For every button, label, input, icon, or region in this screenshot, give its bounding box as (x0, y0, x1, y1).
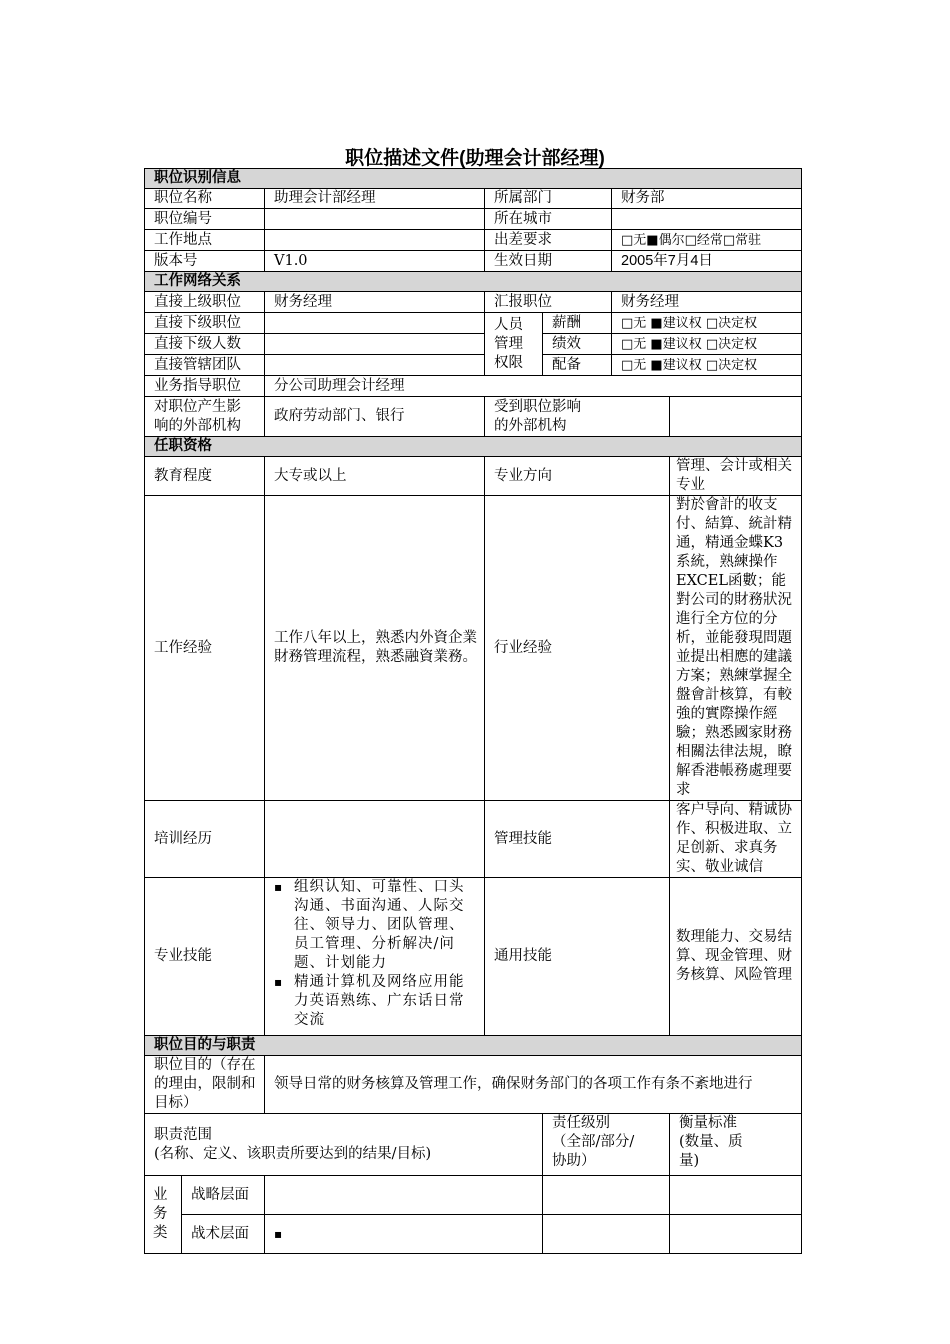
column-header-line: 协助） (552, 1153, 596, 1169)
field-value (670, 1176, 802, 1215)
column-header-line: （全部/部分/ (552, 1134, 635, 1150)
section-header-row (145, 169, 802, 189)
field-label: 版本号 (145, 251, 265, 272)
table-row (145, 334, 802, 355)
field-value (612, 209, 802, 230)
section-header-row (145, 437, 802, 457)
field-value: 大专或以上 (265, 457, 485, 496)
field-label: 直接上级职位 (145, 292, 265, 313)
field-label: 培训经历 (145, 801, 265, 878)
field-value (265, 878, 485, 1036)
field-value: 客户导向、精诚协作、积极进取、立足创新、求真务实、敬业诚信 (670, 801, 802, 878)
field-value: 管理、会计或相关专业 (670, 457, 802, 496)
field-label: 行业经验 (485, 496, 670, 801)
field-label: 职位目的（存在的理由，限制和目标） (145, 1056, 265, 1114)
column-header (670, 1114, 802, 1176)
field-label-line: 响的外部机构 (154, 417, 241, 434)
field-value (543, 1176, 670, 1215)
field-label (485, 397, 670, 437)
section-header: 职位目的与职责 (145, 1036, 802, 1056)
column-header (543, 1114, 670, 1176)
field-label: 战术层面 (182, 1215, 265, 1254)
field-value: 工作八年以上，熟悉内外資企業財務管理流程，熟悉融資業務。 (265, 496, 485, 801)
field-label: 教育程度 (145, 457, 265, 496)
field-label: 通用技能 (485, 878, 670, 1036)
field-value: 政府劳动部门、银行 (265, 397, 485, 437)
table-row (145, 1176, 802, 1215)
table-row (145, 878, 802, 1036)
field-value (265, 801, 485, 878)
field-value: 2005年7月4日 (612, 251, 802, 272)
column-header-line: 职责范围 (154, 1126, 212, 1143)
page-title: 职位描述文件(助理会计部经理) (345, 148, 605, 169)
bullet-marker: ▪ (274, 1226, 283, 1241)
list-item: ▪ 精通计算机及网络应用能力英语熟练、广东话日常交流 (294, 973, 476, 1030)
bullet-list (274, 878, 476, 1030)
field-value (265, 209, 485, 230)
field-label: 专业方向 (485, 457, 670, 496)
field-value: 助理会计部经理 (265, 189, 485, 209)
field-label: 专业技能 (145, 878, 265, 1036)
section-header: 任职资格 (145, 437, 802, 457)
column-header-line: (数量、质 (679, 1134, 743, 1150)
table-row (145, 355, 802, 376)
authority-label-line: 权限 (494, 354, 523, 371)
field-label: 生效日期 (485, 251, 612, 272)
authority-label-line: 人员 (494, 316, 523, 333)
table-row (145, 397, 802, 437)
section-header-row (145, 1036, 802, 1056)
table-row (145, 230, 802, 251)
table-row (145, 1215, 802, 1254)
field-label: 直接管辖团队 (145, 355, 265, 376)
field-value (543, 1215, 670, 1254)
field-label: 所属部门 (485, 189, 612, 209)
row-group-label-line: 类 (153, 1225, 168, 1241)
field-value (265, 1215, 543, 1254)
table-row (145, 313, 802, 334)
column-header-line: (名称、定义、该职责所要达到的结果/目标) (154, 1145, 432, 1162)
field-value: 财务部 (612, 189, 802, 209)
field-value: 领导日常的财务核算及管理工作，确保财务部门的各项工作有条不紊地进行 (265, 1056, 802, 1114)
table-row (145, 189, 802, 209)
field-value: 财务经理 (265, 292, 485, 313)
row-group-label-line: 业 (153, 1187, 168, 1203)
field-label (145, 397, 265, 437)
field-value: 分公司助理会计经理 (265, 376, 802, 397)
field-label: 战略层面 (182, 1176, 265, 1215)
column-header-line: 责任级别 (552, 1115, 610, 1131)
column-header-line: 量) (679, 1153, 700, 1169)
authority-label (485, 313, 543, 376)
table-row (145, 1114, 802, 1176)
field-value (265, 1176, 543, 1215)
staffing-authority-checkbox-group: □无 ■建议权 □决定权 (612, 355, 802, 376)
table-row (145, 251, 802, 272)
field-label: 工作经验 (145, 496, 265, 801)
row-group-label (145, 1176, 182, 1254)
field-label: 直接下级职位 (145, 313, 265, 334)
table-row (145, 292, 802, 313)
field-value (670, 397, 802, 437)
job-description-table (144, 168, 802, 1254)
field-label: 汇报职位 (485, 292, 612, 313)
performance-authority-checkbox-group: □无 ■建议权 □决定权 (612, 334, 802, 355)
field-label: 绩效 (543, 334, 612, 355)
field-label: 职位名称 (145, 189, 265, 209)
field-value (265, 355, 485, 376)
list-item: ▪ 组织认知、可靠性、口头沟通、书面沟通、人际交往、领导力、团队管理、员工管理、分析解决/问题、计划能力 (294, 878, 476, 973)
travel-checkbox-group: □无■偶尔□经常□常驻 (612, 230, 802, 251)
section-header: 工作网络关系 (145, 272, 802, 292)
table-row (145, 376, 802, 397)
authority-label-line: 管理 (494, 335, 523, 352)
field-value: V1.0 (265, 251, 485, 272)
section-header: 职位识别信息 (145, 169, 802, 189)
field-value (265, 313, 485, 334)
pay-authority-checkbox-group: □无 ■建议权 □决定权 (612, 313, 802, 334)
field-label-line: 受到职位影响 (494, 398, 581, 415)
field-label-line: 的外部机构 (494, 417, 567, 434)
table-row (145, 209, 802, 230)
field-label: 直接下级人数 (145, 334, 265, 355)
table-row (145, 457, 802, 496)
row-group-label-line: 务 (153, 1206, 168, 1222)
field-label: 所在城市 (485, 209, 612, 230)
table-row (145, 496, 802, 801)
field-label: 配备 (543, 355, 612, 376)
column-header (145, 1114, 543, 1176)
field-value (265, 334, 485, 355)
field-value (670, 1215, 802, 1254)
field-label: 出差要求 (485, 230, 612, 251)
field-value: 财务经理 (612, 292, 802, 313)
section-header-row (145, 272, 802, 292)
column-header-line: 衡量标准 (679, 1115, 737, 1131)
field-value: 数理能力、交易结算、现金管理、财务核算、风险管理 (670, 878, 802, 1036)
field-label: 职位编号 (145, 209, 265, 230)
field-label: 工作地点 (145, 230, 265, 251)
field-label: 管理技能 (485, 801, 670, 878)
field-label: 薪酬 (543, 313, 612, 334)
field-label-line: 对职位产生影 (154, 398, 241, 415)
field-value: 對於會計的收支付、結算、統計精通，精通金蝶K3系統，熟練操作EXCEL函數；能對公司的財務狀況進行全方位的分析，並能發現問題並提出相應的建議方案；熟練掌握全盤會計核算，有較強的實際操作經驗；熟悉國家財務相關法律法規，瞭解香港帳務處理要求 (670, 496, 802, 801)
table-row (145, 1056, 802, 1114)
field-label: 业务指导职位 (145, 376, 265, 397)
field-value (265, 230, 485, 251)
table-row (145, 801, 802, 878)
